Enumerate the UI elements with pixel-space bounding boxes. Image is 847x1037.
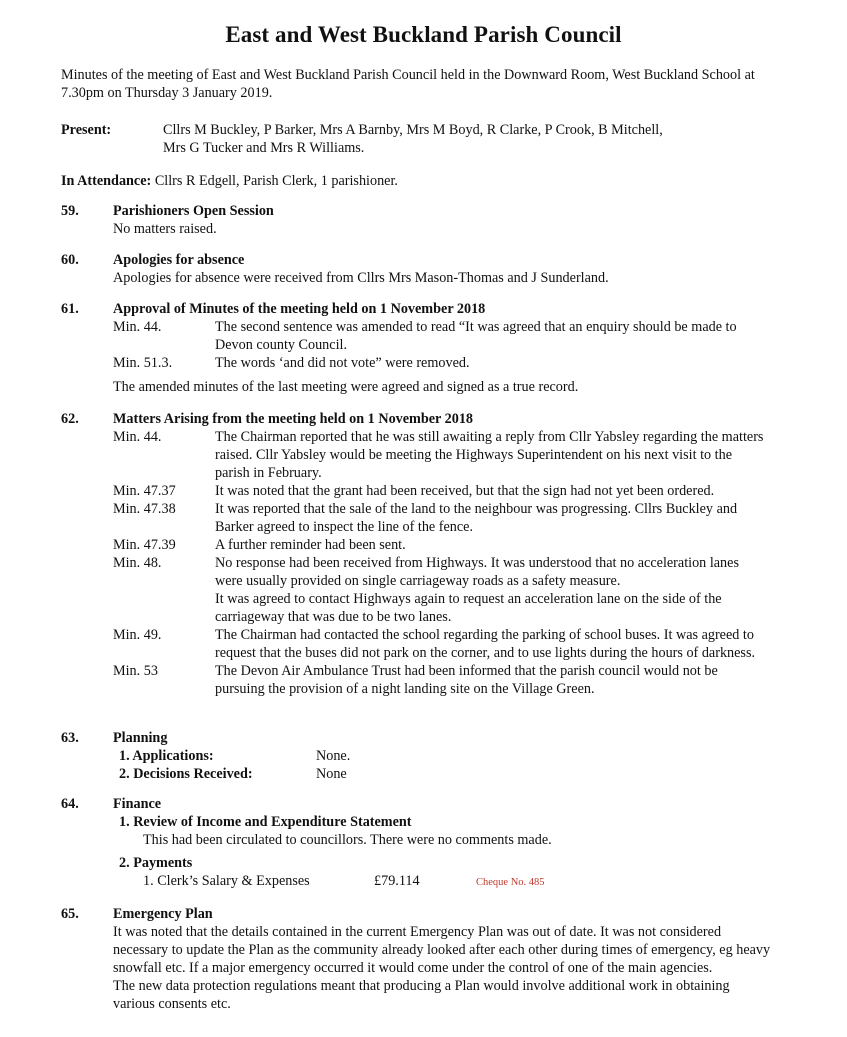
minute-ref: Min. 47.37 xyxy=(113,483,176,499)
minute-ref: Min. 44. xyxy=(113,319,162,335)
minute-item xyxy=(113,428,793,482)
planning-label: 1. Applications: xyxy=(119,748,214,764)
section-61 xyxy=(113,300,773,372)
section-61-footer: The amended minutes of the last meeting were agreed and signed as a true record. xyxy=(113,379,579,395)
planning-item xyxy=(113,765,793,783)
planning-label: 2. Decisions Received: xyxy=(119,766,253,782)
present-list xyxy=(163,121,763,157)
minute-text: It was noted that the grant had been received, but that the sign had not yet been ordered. xyxy=(215,483,715,499)
section-61-title: Approval of Minutes of the meeting held on 1 November 2018 xyxy=(113,301,486,317)
minute-item xyxy=(113,482,793,500)
finance-payments xyxy=(119,854,793,892)
minute-text: The second sentence was amended to read “It was agreed that an enquiry should be made to Devon county Council. xyxy=(215,319,737,353)
minute-item xyxy=(113,662,793,698)
minute-item xyxy=(113,354,773,372)
minute-item xyxy=(113,626,793,662)
section-64-title: Finance xyxy=(113,796,162,812)
minute-item xyxy=(113,536,793,554)
section-60-number: 60. xyxy=(61,252,79,268)
attendance-label: In Attendance: xyxy=(61,173,152,189)
planning-value: None. xyxy=(316,748,351,764)
finance-review xyxy=(119,813,793,849)
section-61-number: 61. xyxy=(61,301,79,317)
finance-payments-heading: 2. Payments xyxy=(119,855,193,871)
section-65 xyxy=(113,905,773,1013)
attendance xyxy=(61,172,398,190)
document-title: East and West Buckland Parish Council xyxy=(225,22,622,47)
minute-ref: Min. 49. xyxy=(113,627,162,643)
section-62-number: 62. xyxy=(61,411,79,427)
minute-text: The words ‘and did not vote” were removed. xyxy=(215,355,470,371)
section-60-title: Apologies for absence xyxy=(113,252,245,268)
minute-ref: Min. 51.3. xyxy=(113,355,173,371)
section-64 xyxy=(113,795,793,892)
minute-text: It was reported that the sale of the land to the neighbour was progressing. Cllrs Buckley and Barker agreed to inspect the line of the fence. xyxy=(215,501,738,535)
section-65-body-2: The new data protection regulations meant that producing a Plan would involve additional work in obtaining various consents etc. xyxy=(113,978,730,1012)
minute-ref: Min. 47.38 xyxy=(113,501,176,517)
planning-item xyxy=(113,747,793,765)
payment-row xyxy=(143,872,793,892)
minute-text: The Chairman had contacted the school regarding the parking of school buses. It was agreed to request that the buses did not park on the corner, and to use lights during the hours of darkness. xyxy=(215,627,756,661)
minute-item xyxy=(113,554,793,626)
section-59-body: No matters raised. xyxy=(113,221,217,237)
minute-text: The Devon Air Ambulance Trust had been informed that the parish council would not be pursuing the provision of a night landing site on the Village Green. xyxy=(215,663,718,697)
present-line-2: Mrs G Tucker and Mrs R Williams. xyxy=(163,140,365,156)
minute-text: A further reminder had been sent. xyxy=(215,537,406,553)
section-59-title: Parishioners Open Session xyxy=(113,203,274,219)
section-63-number: 63. xyxy=(61,730,79,746)
section-62 xyxy=(113,410,793,698)
section-59 xyxy=(113,202,793,238)
payment-label: 1. Clerk’s Salary & Expenses xyxy=(143,873,310,889)
present-line-1: Cllrs M Buckley, P Barker, Mrs A Barnby, Mrs M Boyd, R Clarke, P Crook, B Mitchell, xyxy=(163,122,663,138)
present-label: Present: xyxy=(61,122,112,138)
minute-ref: Min. 47.39 xyxy=(113,537,176,553)
section-63 xyxy=(113,729,793,783)
minute-item xyxy=(113,500,793,536)
section-63-title: Planning xyxy=(113,730,168,746)
cheque-number: Cheque No. 485 xyxy=(476,877,545,888)
finance-review-heading: 1. Review of Income and Expenditure Statement xyxy=(119,814,412,830)
finance-review-body: This had been circulated to councillors. There were no comments made. xyxy=(143,832,552,848)
minute-text: The Chairman reported that he was still awaiting a reply from Cllr Yabsley regarding the matters raised. Cllr Yabsley would be meeting the Highways Superintendent on his next visit to the parish in February. xyxy=(215,429,764,481)
section-60-body: Apologies for absence were received from Cllrs Mrs Mason-Thomas and J Sunderland. xyxy=(113,270,609,286)
minute-text: No response had been received from Highways. It was understood that no acceleration lanes were usually provided on single carriageway roads as a safety measure. xyxy=(215,555,739,589)
section-60 xyxy=(113,251,793,287)
planning-value: None xyxy=(316,766,347,782)
minute-text-continued: It was agreed to contact Highways again to request an acceleration lane on the side of the carriageway that was due to be two lanes. xyxy=(215,591,722,625)
minute-ref: Min. 48. xyxy=(113,555,162,571)
section-59-number: 59. xyxy=(61,203,79,219)
section-65-title: Emergency Plan xyxy=(113,906,213,922)
section-65-body-1: It was noted that the details contained in the current Emergency Plan was out of date. It was not considered necessary to update the Plan as the community already looked after each other during times of emergency, eg heavy snowfall etc. If a major emergency occurred it would come under the control of one of the main agencies. xyxy=(113,924,771,976)
meeting-intro: Minutes of the meeting of East and West Buckland Parish Council held in the Downward Room, West Buckland School at 7.30pm on Thursday 3 January 2019. xyxy=(61,67,755,101)
section-64-number: 64. xyxy=(61,796,79,812)
minute-ref: Min. 53 xyxy=(113,663,158,679)
minute-ref: Min. 44. xyxy=(113,429,162,445)
payment-amount: £79.114 xyxy=(374,873,420,889)
section-65-number: 65. xyxy=(61,906,79,922)
section-62-title: Matters Arising from the meeting held on 1 November 2018 xyxy=(113,411,474,427)
minute-item xyxy=(113,318,773,354)
attendance-text: Cllrs R Edgell, Parish Clerk, 1 parishioner. xyxy=(154,173,398,189)
